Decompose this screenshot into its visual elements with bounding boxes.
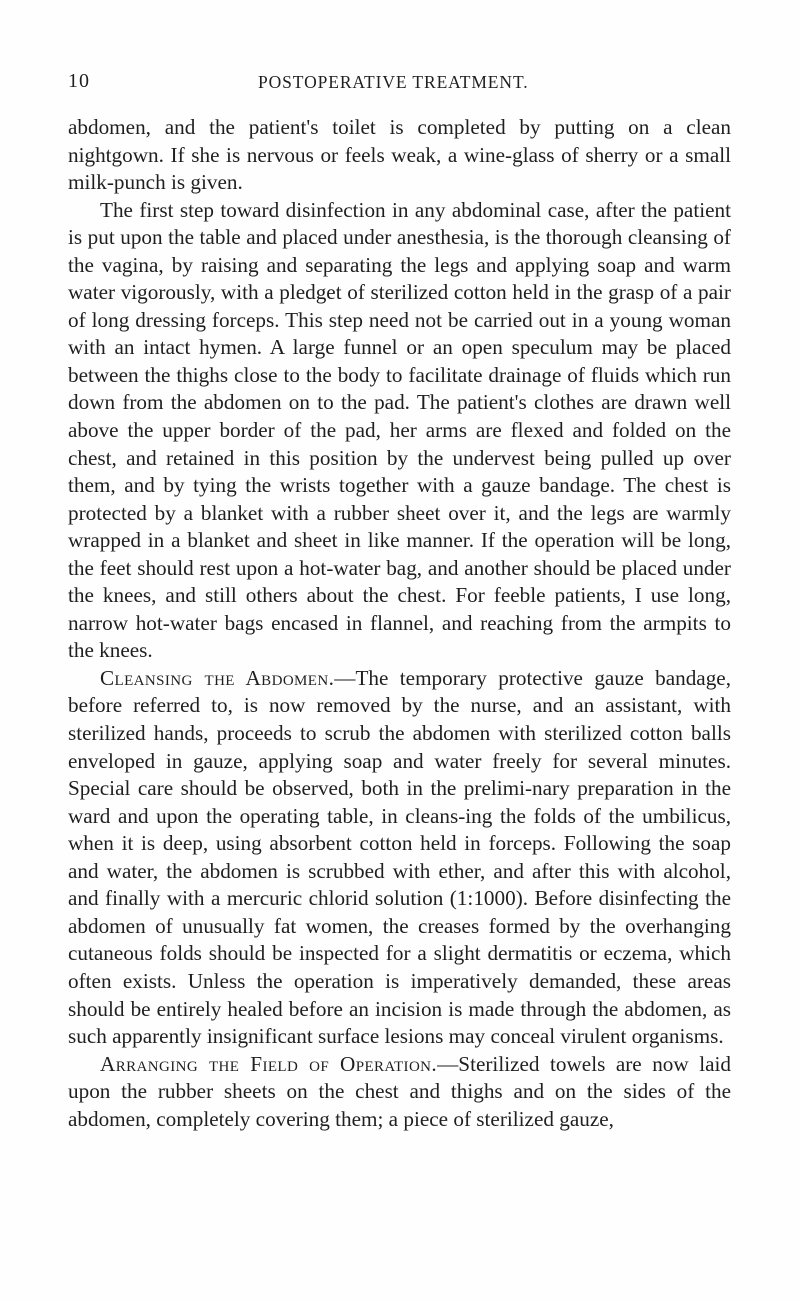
paragraph-arranging-field — [68, 1051, 731, 1134]
running-title: POSTOPERATIVE TREATMENT. — [258, 72, 529, 92]
section-heading: Cleansing the Abdomen. — [100, 665, 335, 690]
body-text — [68, 114, 731, 1133]
paragraph-continuation — [68, 114, 731, 197]
paragraph-cleansing-abdomen — [68, 665, 731, 1051]
page-header — [68, 64, 728, 98]
paragraph-text: —The temporary protective gauze bandage, before referred to, is now removed by the nurse, and an assistant, with sterilized hands, proceeds to scrub the abdomen with sterilized cotton balls enveloped in gauze, applying soap and water freely for several minutes. Special care should be observed, both in the prelimi-nary preparation in the ward and upon the operating table, in cleans-ing the folds of the umbilicus, when it is deep, using absorbent cotton held in forceps. Following the soap and water, the abdomen is scrubbed with ether, and after this with alcohol, and finally with a mercuric chlorid solution (1:1000). Before disinfecting the abdomen of unusually fat women, the creases formed by the overhanging cutaneous folds should be inspected for a slight dermatitis or eczema, which often exists. Unless the operation is imperatively demanded, these areas should be entirely healed before an incision is made through the abdomen, as such apparently insignificant surface lesions may conceal virulent organisms. — [68, 665, 731, 1049]
paragraph-text: The first step toward disinfection in any abdominal case, after the patient is put upon the table and placed under anesthesia, is the thorough cleansing of the vagina, by raising and separating the legs and applying soap and warm water vigorously, with a pledget of sterilized cotton held in the grasp of a pair of long dressing forceps. This step need not be carried out in a young woman with an intact hymen. A large funnel or an open speculum may be placed between the thighs close to the body to facilitate drainage of fluids which run down from the abdomen on to the pad. The patient's clothes are drawn well above the upper border of the pad, her arms are flexed and folded on the chest, and retained in this position by the undervest being pulled up over them, and by tying the wrists together with a gauze bandage. The chest is protected by a blanket with a rubber sheet over it, and the legs are warmly wrapped in a blanket and sheet in like manner. If the operation will be long, the feet should rest upon a hot-water bag, and another should be placed under the knees, and still others about the chest. For feeble patients, I use long, narrow hot-water bags encased in flannel, and reaching from the armpits to the knees. — [68, 197, 731, 663]
paragraph-text: abdomen, and the patient's toilet is completed by putting on a clean nightgown. If she is nervous or feels weak, a wine-glass of sherry or a small milk-punch is given. — [68, 115, 731, 195]
paragraph-disinfection — [68, 197, 731, 665]
section-heading: Arranging the Field of Operation. — [100, 1051, 438, 1076]
page-number: 10 — [68, 70, 90, 92]
paragraph-text: —Sterilized towels are now laid upon the rubber sheets on the chest and thighs and on the sides of the abdomen, completely covering them; a piece of sterilized gauze, — [68, 1051, 731, 1131]
